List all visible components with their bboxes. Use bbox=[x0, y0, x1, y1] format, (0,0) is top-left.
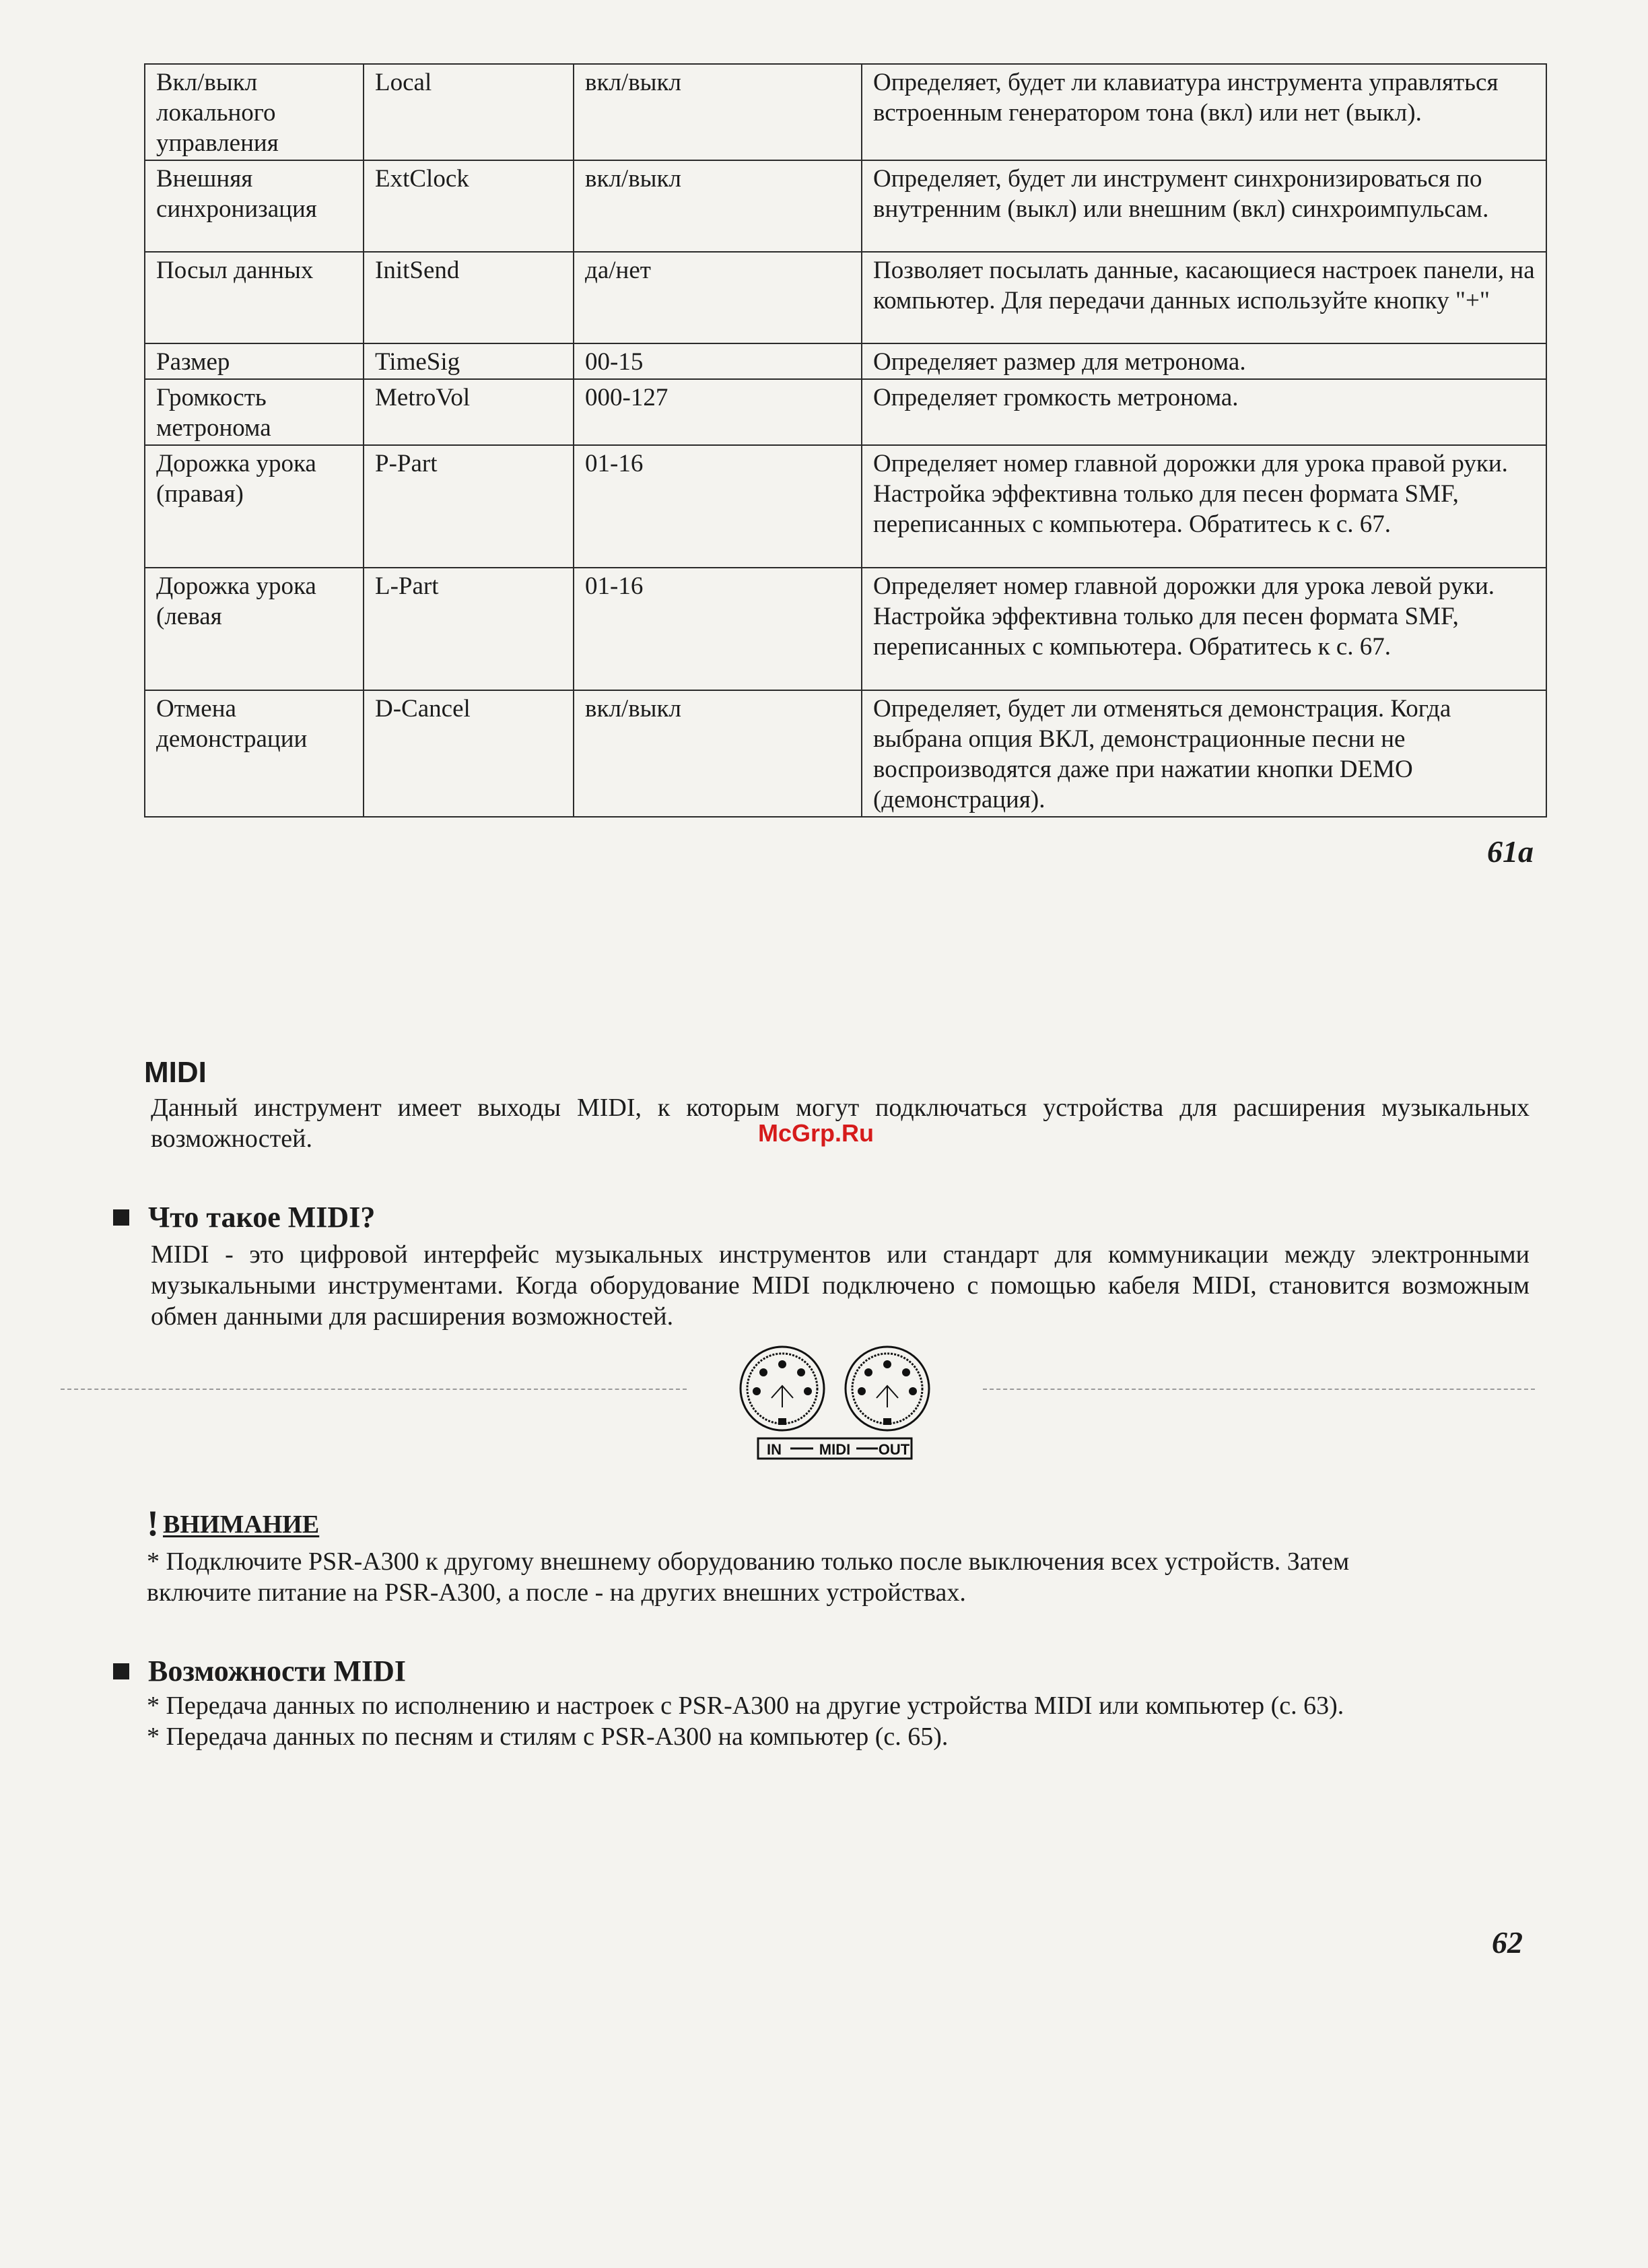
warning-label: ВНИМАНИЕ bbox=[162, 1510, 320, 1539]
param-range: вкл/выкл bbox=[574, 690, 862, 817]
param-code: TimeSig bbox=[364, 343, 574, 379]
square-bullet-icon bbox=[113, 1663, 129, 1679]
param-range: 01-16 bbox=[574, 568, 862, 690]
param-name: Внешняя синхронизация bbox=[145, 160, 364, 252]
param-description: Определяет номер главной дорожки для урока правой руки. Настройка эффективна только для песен формата SMF, переписанных с компьютера. Обратитесь к с. 67. bbox=[862, 445, 1546, 568]
param-name: Дорожка урока (правая) bbox=[145, 445, 364, 568]
connector-out-label: OUT bbox=[878, 1441, 910, 1458]
heading-midi-features bbox=[113, 1654, 406, 1688]
midi-intro-text: Данный инструмент имеет выходы MIDI, к которым могут подключаться устройства для расширения музыкальных возможностей. bbox=[151, 1094, 1530, 1153]
param-range: да/нет bbox=[574, 252, 862, 343]
table-row bbox=[145, 445, 1546, 568]
param-range: вкл/выкл bbox=[574, 160, 862, 252]
param-code: InitSend bbox=[364, 252, 574, 343]
table-row bbox=[145, 252, 1546, 343]
section-title-midi: MIDI bbox=[144, 1056, 207, 1089]
what-is-midi-text: MIDI - это цифровой интерфейс музыкальных инструментов или стандарт для коммуникации между электронными музыкальными инструментами. Когда оборудование MIDI подключено с помощью кабеля MIDI, становится возможным обмен данными для расширения возможностей. bbox=[151, 1240, 1530, 1331]
exclamation-icon: ! bbox=[147, 1503, 159, 1543]
param-name: Отмена демонстрации bbox=[145, 690, 364, 817]
param-code: Local bbox=[364, 64, 574, 160]
param-code: L-Part bbox=[364, 568, 574, 690]
param-description: Определяет, будет ли инструмент синхронизироваться по внутренним (выкл) или внешним (вкл) синхроимпульсам. bbox=[862, 160, 1546, 252]
param-description: Определяет номер главной дорожки для урока левой руки. Настройка эффективна только для песен формата SMF, переписанных с компьютера. Обратитесь к с. 67. bbox=[862, 568, 1546, 690]
page-number-upper: 61a bbox=[1487, 834, 1534, 869]
table-row bbox=[145, 64, 1546, 160]
param-description: Позволяет посылать данные, касающиеся настроек панели, на компьютер. Для передачи данных используйте кнопку "+" bbox=[862, 252, 1546, 343]
table-row bbox=[145, 379, 1546, 445]
param-name: Вкл/выкл локального управления bbox=[145, 64, 364, 160]
connector-in-label: IN bbox=[767, 1441, 782, 1458]
param-description: Определяет, будет ли отменяться демонстрация. Когда выбрана опция ВКЛ, демонстрационные песни не воспроизводятся даже при нажатии кнопки DEMO (демонстрация). bbox=[862, 690, 1546, 817]
settings-table bbox=[144, 63, 1547, 818]
divider-left bbox=[61, 1389, 687, 1390]
param-range: 00-15 bbox=[574, 343, 862, 379]
param-name: Размер bbox=[145, 343, 364, 379]
table-row bbox=[145, 343, 1546, 379]
param-code: D-Cancel bbox=[364, 690, 574, 817]
table-row bbox=[145, 568, 1546, 690]
heading-what-is-midi bbox=[113, 1200, 375, 1234]
connector-midi-label: MIDI bbox=[819, 1441, 851, 1458]
param-description: Определяет, будет ли клавиатура инструмента управляться встроенным генератором тона (вкл) или нет (выкл). bbox=[862, 64, 1546, 160]
param-name: Громкость метронома bbox=[145, 379, 364, 445]
midi-connectors-icon bbox=[734, 1345, 936, 1463]
page-number-lower: 62 bbox=[1492, 1925, 1523, 1960]
divider-right bbox=[983, 1389, 1535, 1390]
warning-line-2: включите питание на PSR-A300, а после - на других внешних устройствах. bbox=[147, 1578, 966, 1607]
table-row bbox=[145, 690, 1546, 817]
feature-item-1: * Передача данных по исполнению и настроек с PSR-A300 на другие устройства MIDI или компьютер (с. 63). bbox=[147, 1692, 1344, 1720]
param-code: MetroVol bbox=[364, 379, 574, 445]
param-code: P-Part bbox=[364, 445, 574, 568]
heading-text: Возможности MIDI bbox=[148, 1655, 407, 1688]
feature-item-2: * Передача данных по песням и стилям с PSR-A300 на компьютер (с. 65). bbox=[147, 1723, 949, 1751]
param-description: Определяет размер для метронома. bbox=[862, 343, 1546, 379]
param-range: вкл/выкл bbox=[574, 64, 862, 160]
param-code: ExtClock bbox=[364, 160, 574, 252]
param-name: Дорожка урока (левая bbox=[145, 568, 364, 690]
square-bullet-icon bbox=[113, 1209, 129, 1226]
param-range: 000-127 bbox=[574, 379, 862, 445]
param-range: 01-16 bbox=[574, 445, 862, 568]
param-description: Определяет громкость метронома. bbox=[862, 379, 1546, 445]
watermark-link[interactable]: McGrp.Ru bbox=[758, 1119, 874, 1147]
warning-line-1: * Подключите PSR-A300 к другому внешнему оборудованию только после выключения всех устройств. Затем bbox=[147, 1547, 1350, 1576]
heading-text: Что такое MIDI? bbox=[148, 1201, 376, 1234]
table-row bbox=[145, 160, 1546, 252]
warning-heading bbox=[147, 1503, 320, 1543]
param-name: Посыл данных bbox=[145, 252, 364, 343]
